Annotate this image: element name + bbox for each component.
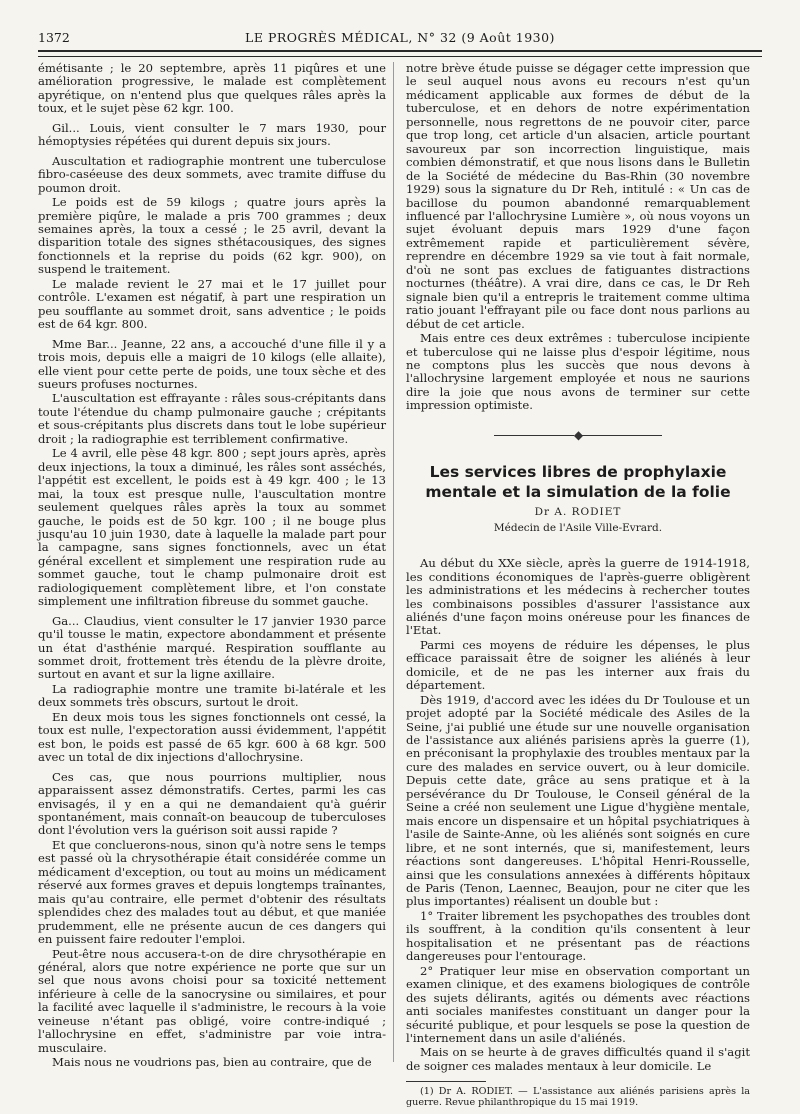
right-column bbox=[406, 62, 750, 1114]
paragraph: Auscultation et radiographie montrent une tuberculose fibro-caséeuse des deux sommets, avec tramite diffuse du poumon droit. bbox=[38, 153, 386, 195]
article-author: Dr A. RODIET bbox=[534, 506, 622, 519]
paragraph: Parmi ces moyens de réduire les dépenses, le plus efficace paraissait être de soigner les aliénés à leur domicile, et de ne pas les interner aux frais du département. bbox=[406, 637, 750, 693]
article-title: Les services libres de prophylaxie mentale et la simulation de la folie bbox=[425, 463, 731, 502]
paragraph: Ces cas, que nous pourrions multiplier, nous apparaissent assez démonstratifs. Certes, parmi les cas envisagés, il y en a qui ne demandaient qu'à guérir spontanément, mais connaît-on beaucoup de tuberculoses dont l'évolution vers la guérison soit aussi rapide ? bbox=[38, 769, 386, 838]
paragraph: émétisante ; le 20 septembre, après 11 piqûres et une amélioration progressive, le malade est complètement apyrétique, on n'entend plus que quelques râles après la toux, et le sujet pèse 62 kgr. 100. bbox=[38, 61, 386, 116]
paragraph: Mais nous ne voudrions pas, bien au contraire, que de bbox=[52, 1055, 372, 1070]
paragraph: Et que concluerons-nous, sinon qu'à notre sens le temps est passé où la chrysothérapie était considérée comme un médicament d'exception, ou tout au moins un médicament réservé aux formes graves et depuis longtemps traînantes, mais qu'au contraire, elle permet d'obtenir des résultats splendides chez des malades tout au début, et que maniée prudemment, elle ne présente aucun de ces dangers qui en puissent faire redouter l'emploi. bbox=[38, 837, 386, 947]
paragraph: En deux mois tous les signes fonctionnels ont cessé, la toux est nulle, l'expectoration aussi évidemment, l'appétit est bon, le poids est passé de 65 kgr. 600 à 68 kgr. 500 avec un total de dix injections d'allochrysine. bbox=[38, 709, 386, 765]
paragraph: Le 4 avril, elle pèse 48 kgr. 800 ; sept jours après, après deux injections, la toux a diminué, les râles sont asséchés, l'appétit est excellent, le poids est à 49 kgr. 400 ; le 13 mai, la toux est presque nulle, l'auscultation montre seulement quelques râles après la toux au sommet gauche, le poids est de 50 kgr. 100 ; il ne bouge plus jusqu'au 10 juin 1930, date à laquelle la malade part pour la campagne, sans signes fonctionnels, avec un état général excellent et simplement une respiration rude au sommet gauche, tout le champ pulmonaire droit est radiologiquement complètement libre, et l'on constate simplement une infiltration fibreuse du sommet gauche. bbox=[38, 446, 386, 609]
paragraph: Mais on se heurte à de graves difficultés quand il s'agit de soigner ces malades mentaux à leur domicile. Le bbox=[406, 1045, 750, 1073]
paragraph: 1° Traiter librement les psychopathes des troubles dont ils souffrent, à la condition qu'ils consentent à leur hospitalisation et ne présentant pas de réactions dangereuses pour l'entourage. bbox=[406, 908, 750, 964]
paragraph: Mme Bar... Jeanne, 22 ans, a accouché d'une fille il y a trois mois, depuis elle a maigri de 10 kilogs (elle allaite), elle vient pour cette perte de poids, une toux sèche et des sueurs profuses nocturnes. bbox=[38, 336, 386, 391]
column-divider bbox=[393, 62, 394, 1062]
page-header bbox=[38, 30, 762, 50]
paragraph: notre brève étude puisse se dégager cette impression que le seul auquel nous avons eu recours n'est qu'un médicament applicable aux formes de début de la tuberculose, et en dehors de notre expérimentation personnelle, nous regrettons de ne pouvoir citer, parce que trop long, cet article d'un alsacien, article pourtant savoureux par son incorrection linguistique, mais combien démonstratif, et que nous lisons dans le Bulletin de la Société de médecine du Bas-Rhin (30 novembre 1929) sous la signature du Dr Reh, intitulé : « Un cas de bacillose du poumon abandonné remarquablement influencé par l'allochrysine Lumière », où nous voyons un sujet évoluant depuis mars 1929 d'une façon extrêmement rapide et particulièrement sévère, reprendre en décembre 1929 sa vie tout à fait normale, d'où ne sont pas exclues de fatiguantes distractions nocturnes (théâtre). A vrai dire, dans ce cas, le Dr Reh signale bien qu'il a entrepris le traitement comme ultima ratio jouant l'effrayant pile ou face dont nous parlions au début de cet article. bbox=[406, 61, 750, 331]
paragraph: Peut-être nous accusera-t-on de dire chrysothérapie en général, alors que notre expérience ne porte que sur un sel que nous avons choisi pour sa toxicité nettement inférieure à celle de la sanocrysine ou similaires, et pour la facilité avec laquelle il s'administre, le recours à la voie veineuse n'étant pas obligé, voire contre-indiqué ; l'allochrysine en effet, s'administre par voie intra-musculaire. bbox=[38, 946, 386, 1055]
paragraph: Mais entre ces deux extrêmes : tuberculose incipiente et tuberculose qui ne laisse plus d'espoir légitime, nous ne comptons plus les succès que nous devons à l'allochrysine largement employée et nous ne saurions dire la joie que nous avons de terminer sur cette impression optimiste. bbox=[406, 331, 750, 413]
paragraph: 2° Pratiquer leur mise en observation comportant un examen clinique, et des examens biologiques de contrôle des sujets délirants, agités ou déments avec réactions anti sociales manifestes constituant un danger pour la sécurité publique, et pour lesquels se pose la question de l'internement dans un asile d'aliénés. bbox=[406, 963, 750, 1045]
paragraph: L'auscultation est effrayante : râles sous-crépitants dans toute l'étendue du champ pulmonaire gauche ; crépitants et sous-crépitants plus discrets dans tout le lobe supérieur droit ; la radiographie est terriblement confirmative. bbox=[38, 391, 386, 446]
page-number: 1372 bbox=[38, 30, 70, 45]
paragraph: Le poids est de 59 kilogs ; quatre jours après la première piqûre, le malade a pris 700 grammes ; deux semaines après, la toux a cessé ; le 25 avril, devant la disparition totale des signes sthétacousiques, des signes fonctionnels et la reprise du poids (62 kgr. 900), on suspend le traitement. bbox=[38, 195, 386, 277]
paragraph: Le malade revient le 27 mai et le 17 juillet pour contrôle. L'examen est négatif, à part une respiration un peu soufflante au sommet droit, sans adventice ; le poids est de 64 kgr. 800. bbox=[38, 276, 386, 332]
footnote: (1) Dr A. RODIET. — L'assistance aux aliénés parisiens après la guerre. Revue philanthropique du 15 mai 1919. bbox=[406, 1086, 750, 1109]
paragraph: Dès 1919, d'accord avec les idées du Dr Toulouse et un projet adopté par la Société médicale des Asiles de la Seine, j'ai publié une étude sur une nouvelle organisation de l'assistance aux aliénés parisiens après la guerre (1), en préconisant la prophylaxie des troubles mentaux par la cure des malades en service ouvert, ou à leur domicile. Depuis cette date, grâce au sens pratique et à la persévérance du Dr Toulouse, le Conseil général de la Seine a créé non seulement une Ligue d'hygiène mentale, mais encore un dispensaire et un hôpital psychiatriques à l'asile de Sainte-Anne, où les aliénés sont soignés en cure libre, et ne sont internés, que si, manifestement, leurs réactions sont dangereuses. L'hôpital Henri-Rousselle, ainsi que les consulations annexées à différents hôpitaux de Paris (Tenon, Laennec, Beaujon, pour ne citer que les plus importantes) réalisent un double but : bbox=[406, 692, 750, 909]
paragraph: Gil... Louis, vient consulter le 7 mars 1930, pour hémoptysies répétées qui durent depuis six jours. bbox=[38, 120, 386, 149]
author-affiliation: Médecin de l'Asile Ville-Evrard. bbox=[493, 521, 663, 534]
paragraph: La radiographie montre une tramite bi-latérale et les deux sommets très obscurs, surtout le droit. bbox=[38, 681, 386, 710]
section-ornament: ◆ bbox=[406, 429, 750, 442]
left-column bbox=[38, 62, 386, 1071]
paragraph: Ga... Claudius, vient consulter le 17 janvier 1930 parce qu'il tousse le matin, expectore abondamment et présente un état d'asthénie marqué. Respiration soufflante au sommet droit, frottement très étendu de la plèvre droite, surtout en avant et sur la ligne axillaire. bbox=[38, 613, 386, 682]
header-rule bbox=[38, 50, 762, 57]
paragraph: Au début du XXe siècle, après la guerre de 1914-1918, les conditions économiques de l'après-guerre obligèrent les administrations et les médecins à rechercher toutes les combinaisons possibles d'assurer l'assistance aux aliénés d'une façon moins onéreuse pour les finances de l'Etat. bbox=[406, 556, 750, 638]
footnote-rule bbox=[406, 1081, 486, 1082]
running-title: LE PROGRÈS MÉDICAL, N° 32 (9 Août 1930) bbox=[245, 30, 555, 45]
